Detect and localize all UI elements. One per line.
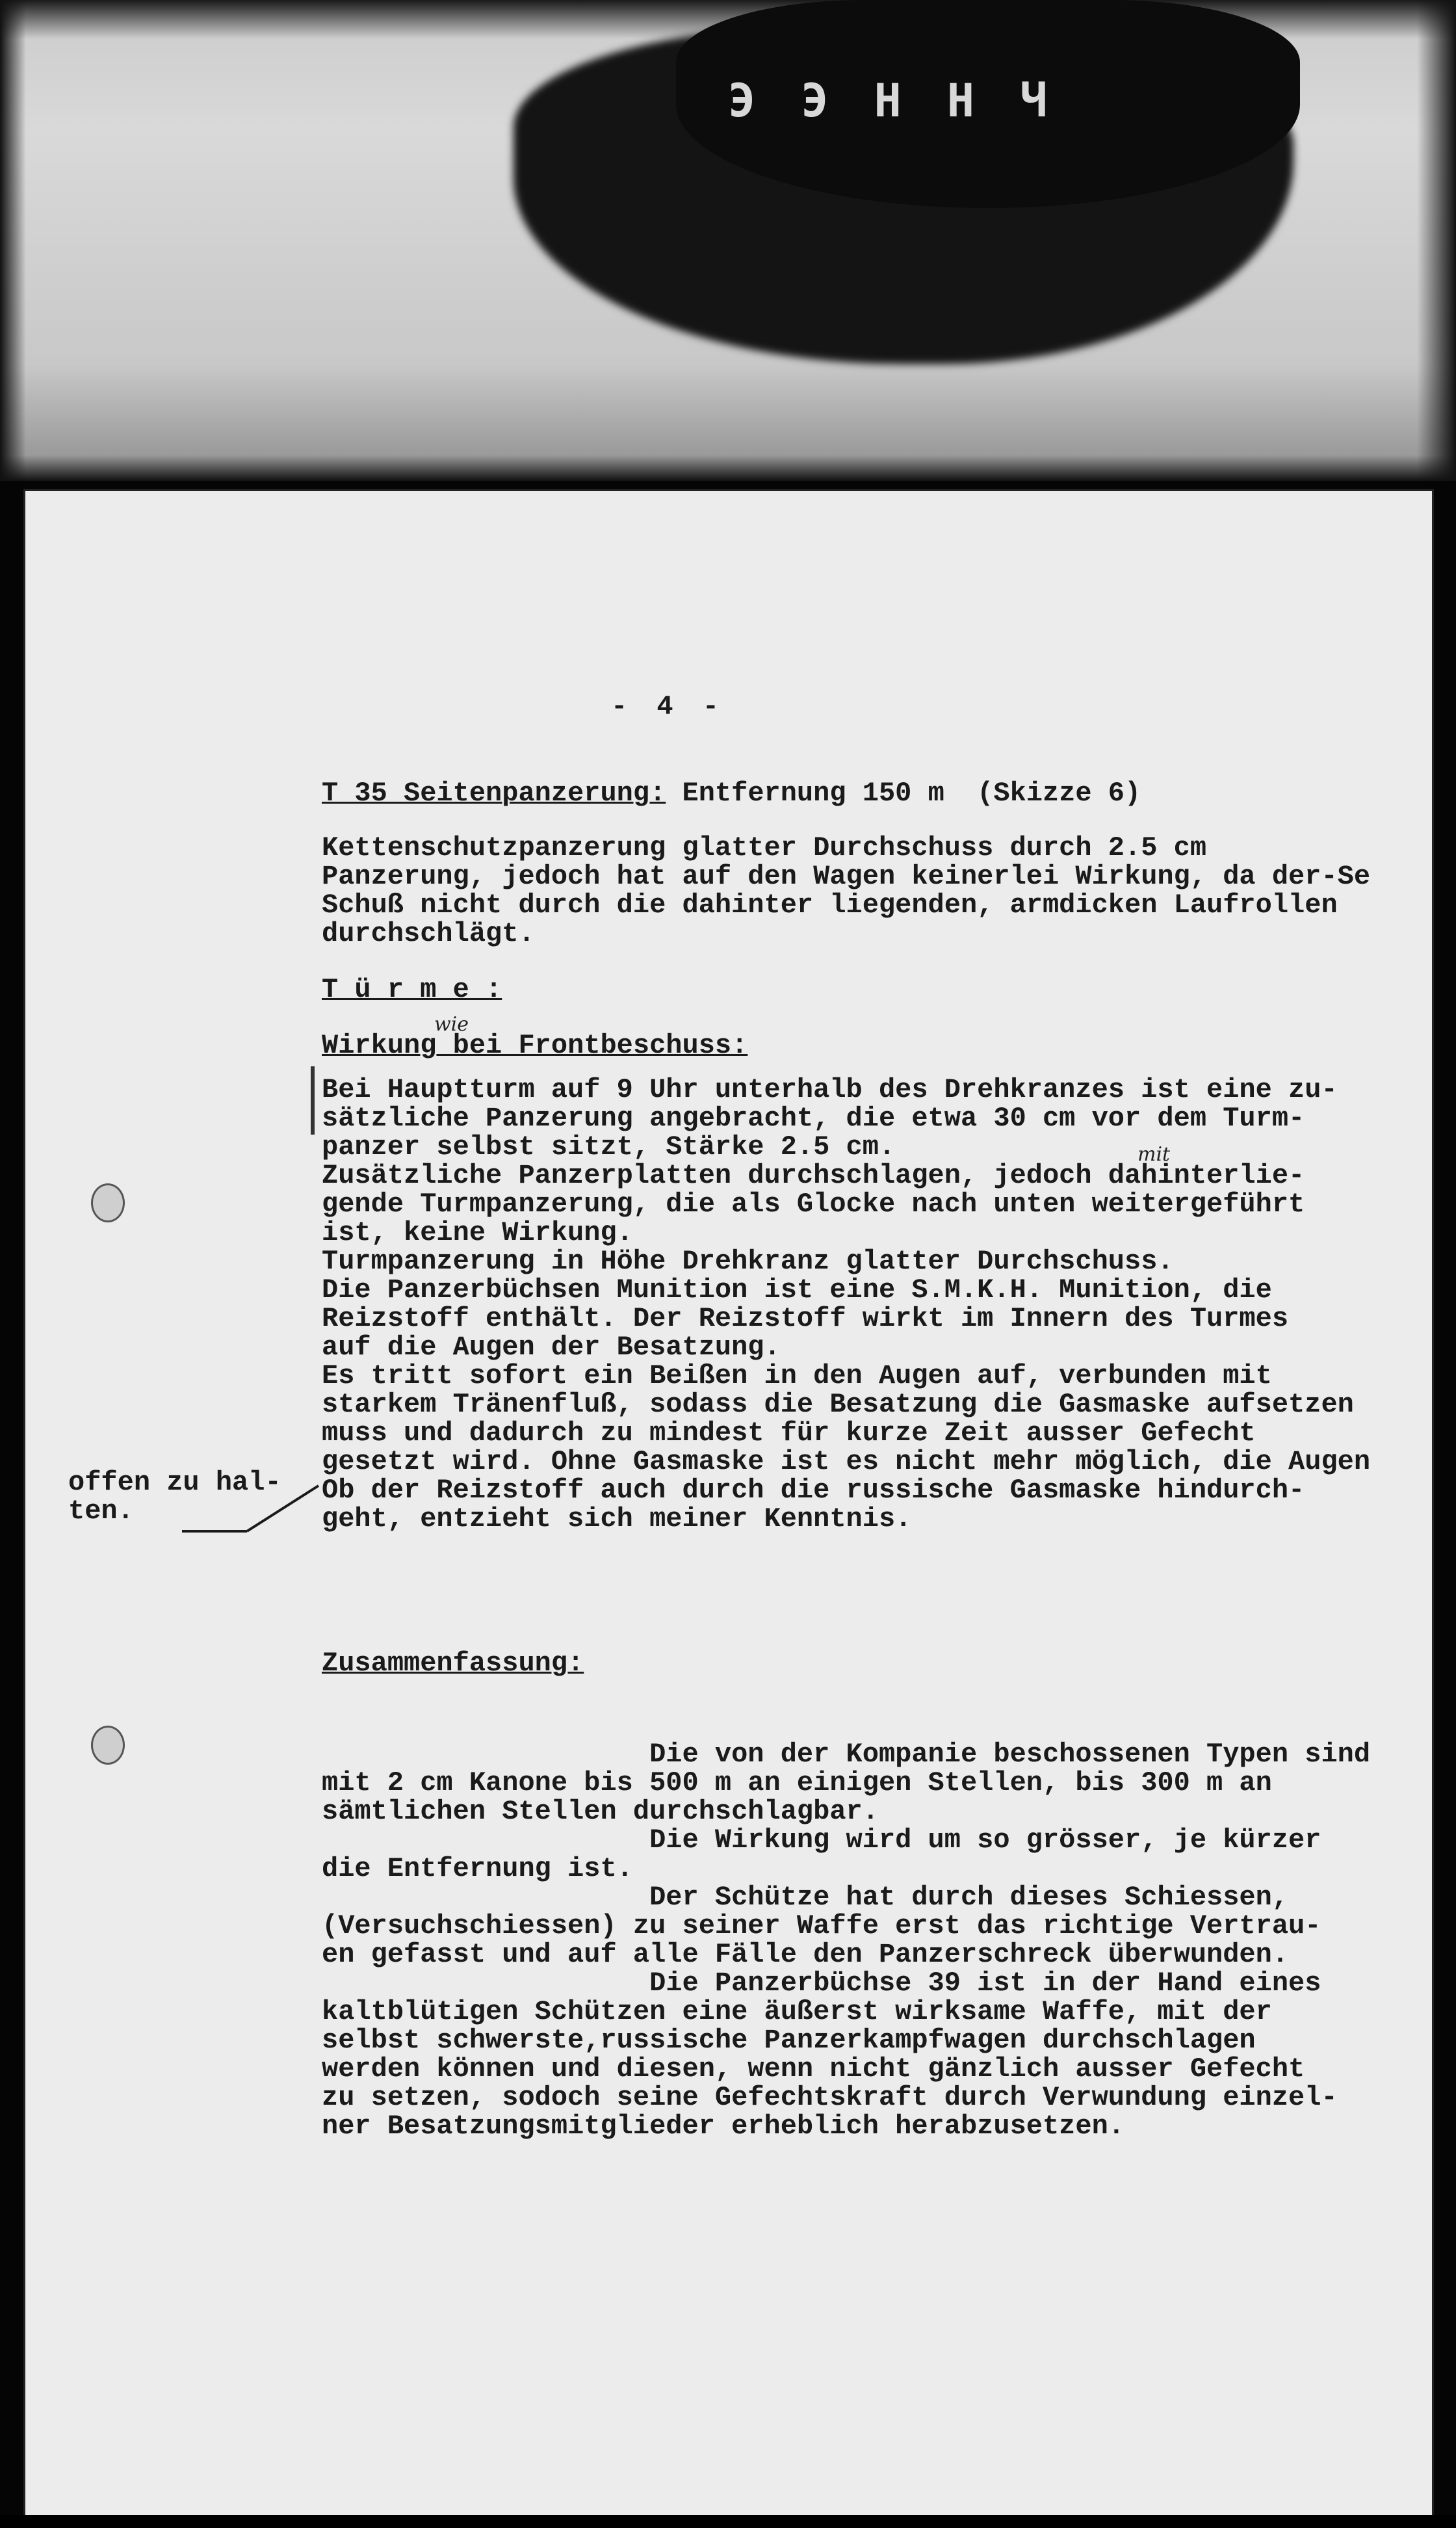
margin-bracket	[311, 1066, 315, 1135]
tuerme-line-6: ist, keine Wirkung.	[322, 1217, 633, 1248]
summary-line-7: (Versuchschiessen) zu seiner Waffe erst das richtige Vertrau-	[322, 1910, 1321, 1942]
scan-shadow-right	[1417, 0, 1456, 481]
summary-line-13: zu setzen, sodoch seine Gefechtskraft durch Verwundung einzel-	[322, 2082, 1338, 2113]
summary-line-4: Die Wirkung wird um so grösser, je kürzer	[322, 1824, 1321, 1856]
summary-line-9: Die Panzerbüchse 39 ist in der Hand eines	[322, 1968, 1321, 1999]
summary-line-11: selbst schwerste,russische Panzerkampfwagen durchschlagen	[322, 2025, 1256, 2056]
t35-line-2: Panzerung, jedoch hat auf den Wagen keinerlei Wirkung, da der-Se	[322, 861, 1371, 892]
summary-line-2: mit 2 cm Kanone bis 500 m an einigen Stellen, bis 300 m an	[322, 1767, 1272, 1798]
tuerme-line-9: Reizstoff enthält. Der Reizstoff wirkt im Innern des Turmes	[322, 1303, 1289, 1334]
summary-line-14: ner Besatzungsmitglieder erheblich herabzusetzen.	[322, 2111, 1125, 2142]
heading-t35	[322, 779, 1141, 808]
tuerme-line-4: Zusätzliche Panzerplatten durchschlagen, jedoch dahinterlie-	[322, 1160, 1305, 1191]
tuerme-line-14: gesetzt wird. Ohne Gasmaske ist es nicht mehr möglich, die Augen	[322, 1446, 1371, 1477]
heading-summary: Zusammenfassung:	[322, 1648, 584, 1679]
tuerme-line-16: geht, entzieht sich meiner Kenntnis.	[322, 1503, 912, 1534]
t35-line-4: durchschlägt.	[322, 918, 535, 949]
summary-line-1: Die von der Kompanie beschossenen Typen sind	[322, 1739, 1371, 1770]
summary-line-5: die Entfernung ist.	[322, 1853, 633, 1884]
margin-note-line-2: ten.	[68, 1495, 134, 1527]
tuerme-line-8: Die Panzerbüchsen Munition ist eine S.M.K.H. Munition, die	[322, 1274, 1272, 1306]
tuerme-line-2: sätzliche Panzerung angebracht, die etwa 30 cm vor dem Turm-	[322, 1103, 1305, 1134]
page-number: - 4 -	[611, 691, 726, 722]
heading-t35-label: T 35 Seitenpanzerung:	[322, 778, 666, 809]
tuerme-line-12: starkem Tränenfluß, sodass die Besatzung die Gasmaske aufsetzen	[322, 1389, 1354, 1420]
subheading-wirkung-a: Wirkung	[322, 1030, 437, 1061]
scan-top-band	[0, 0, 1456, 481]
subheading-wirkung-b: bei Frontbeschuss:	[436, 1030, 748, 1061]
heading-t35-rest: Entfernung 150 m (Skizze 6)	[666, 778, 1141, 809]
scan-bottom-edge	[0, 2515, 1456, 2528]
tuerme-line-13: muss und dadurch zu mindest für kurze Zeit ausser Gefecht	[322, 1417, 1256, 1449]
tuerme-line-3: panzer selbst sitzt, Stärke 2.5 cm.	[322, 1131, 896, 1163]
subheading-wirkung	[322, 1031, 748, 1060]
heading-tuerme: T ü r m e :	[322, 974, 502, 1005]
archive-stamp: Э Э Н Н Ч	[728, 74, 1057, 127]
summary-line-8: en gefasst und auf alle Fälle den Panzerschreck überwunden.	[322, 1939, 1289, 1970]
margin-note-pointer	[182, 1479, 338, 1538]
tuerme-line-7: Turmpanzerung in Höhe Drehkranz glatter Durchschuss.	[322, 1246, 1174, 1277]
summary-line-3: sämtlichen Stellen durchschlagbar.	[322, 1796, 879, 1827]
summary-line-6: Der Schütze hat durch dieses Schiessen,	[322, 1882, 1289, 1913]
tuerme-line-10: auf die Augen der Besatzung.	[322, 1332, 781, 1363]
tuerme-line-11: Es tritt sofort ein Beißen in den Augen auf, verbunden mit	[322, 1360, 1272, 1391]
t35-line-3: Schuß nicht durch die dahinter liegenden, armdicken Laufrollen	[322, 889, 1338, 921]
tuerme-line-5: gende Turmpanzerung, die als Glocke nach unten weitergeführt	[322, 1189, 1305, 1220]
punch-hole-lower	[91, 1726, 125, 1765]
summary-line-12: werden können und diesen, wenn nicht gänzlich ausser Gefecht	[322, 2053, 1305, 2085]
t35-line-1: Kettenschutzpanzerung glatter Durchschuss durch 2.5 cm	[322, 832, 1207, 863]
punch-hole-upper	[91, 1183, 125, 1222]
handwritten-insert-wie: wie	[434, 1013, 469, 1036]
tuerme-line-1: Bei Hauptturm auf 9 Uhr unterhalb des Drehkranzes ist eine zu-	[322, 1074, 1338, 1105]
scan-shadow-left	[0, 0, 26, 481]
tuerme-line-15: Ob der Reizstoff auch durch die russische Gasmaske hindurch-	[322, 1475, 1305, 1506]
summary-line-10: kaltblütigen Schützen eine äußerst wirksame Waffe, mit der	[322, 1996, 1272, 2027]
margin-note-line-1: offen zu hal-	[68, 1467, 281, 1498]
handwritten-insert-mit: mit	[1138, 1143, 1171, 1166]
